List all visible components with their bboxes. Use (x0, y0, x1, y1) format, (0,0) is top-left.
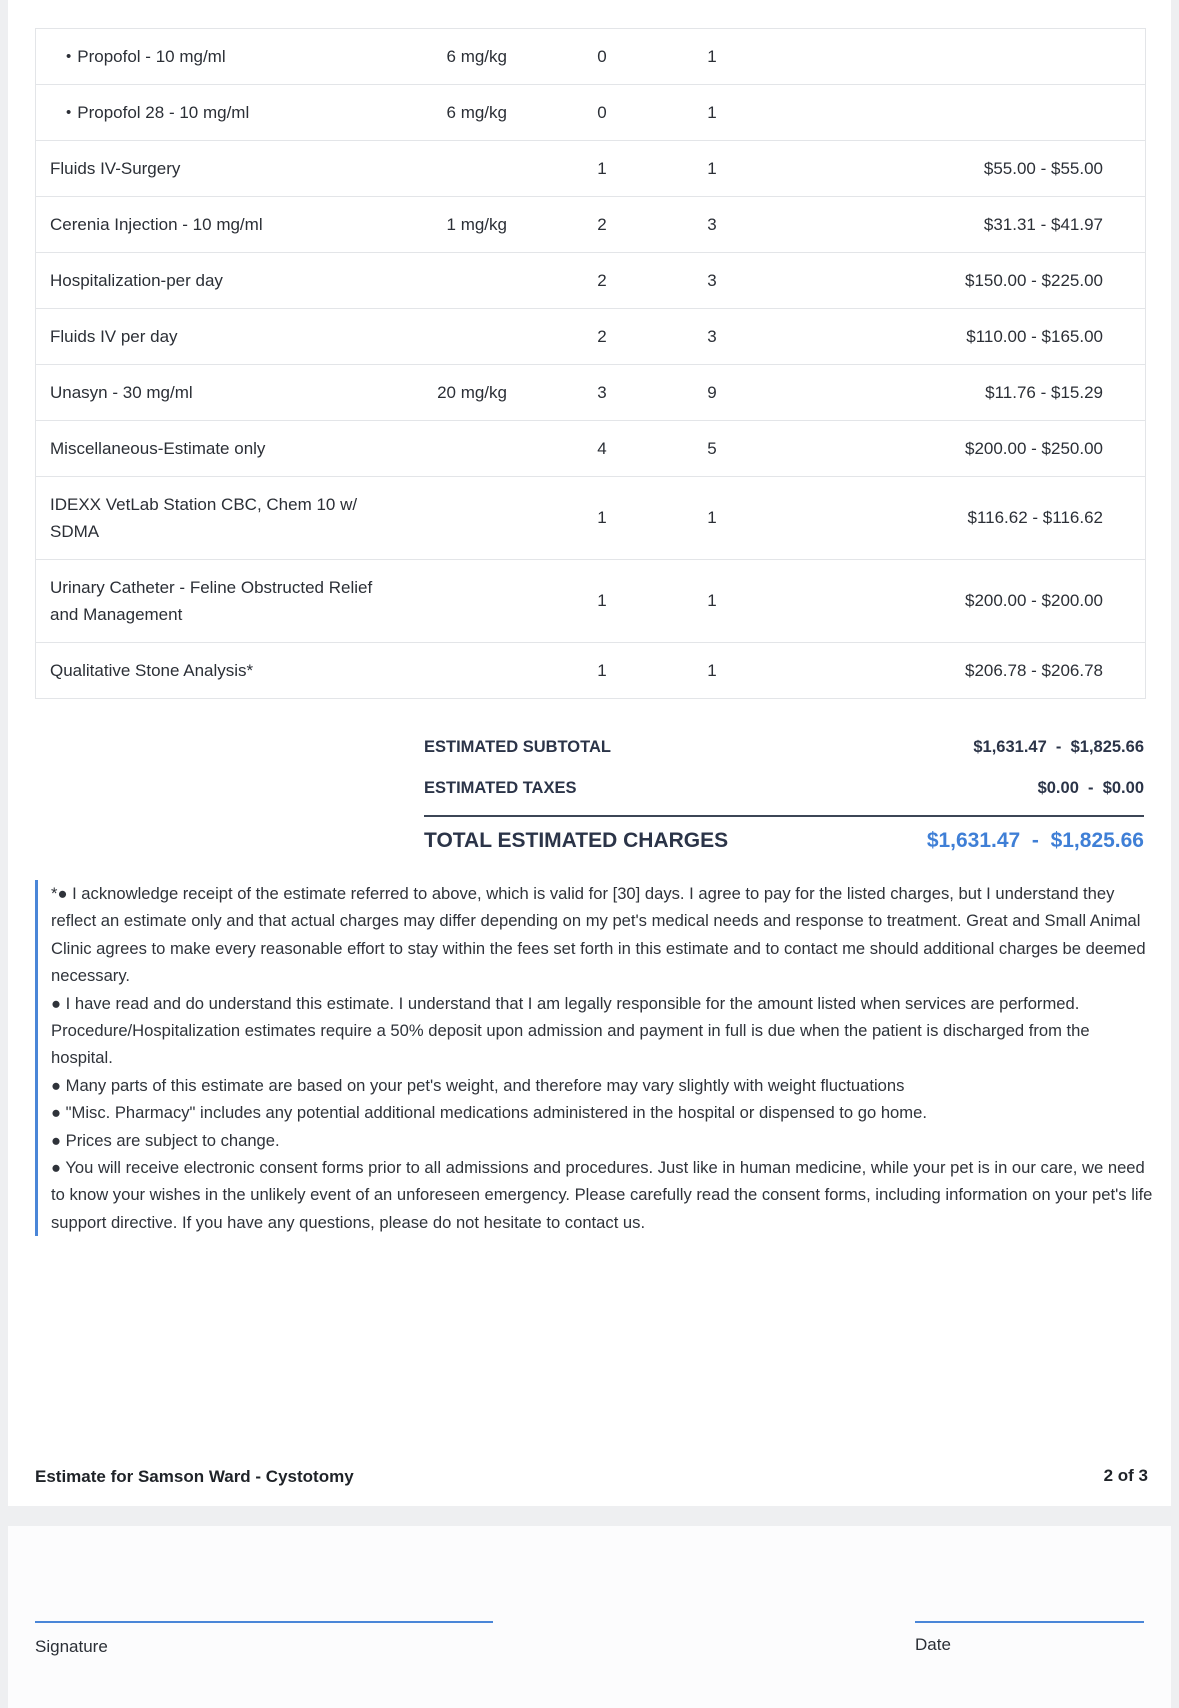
table-row (36, 252, 1145, 308)
item-qty-low: 3 (597, 382, 607, 402)
terms-paragraph: ● Many parts of this estimate are based on your pet's weight, and therefore may vary slightly with weight fluctuations (51, 1075, 905, 1095)
estimate-title: Estimate for Samson Ward - Cystotomy (35, 1467, 354, 1486)
item-qty-high: 1 (707, 158, 717, 178)
subtotal-value: $1,631.47 - $1,825.66 (973, 738, 1144, 756)
item-description: Fluids IV per day (50, 327, 178, 346)
item-qty-low: 1 (597, 158, 607, 178)
table-row (36, 420, 1145, 476)
terms-paragraph: *● I acknowledge receipt of the estimate referred to above, which is valid for [30] days. I agree to pay for the listed charges, but I understand they reflect an estimate only and that actual charges may differ depending on my pet's medical needs and response to treatment. Great and Small Animal Clinic agrees to make every reasonable effort to stay within the fees set forth in this estimate and to contact me should additional charges be deemed (51, 884, 1146, 958)
table-row (36, 559, 1145, 642)
item-dose (376, 309, 507, 364)
total-value: $1,631.47 - $1,825.66 (926, 829, 1144, 852)
item-qty-high: 1 (707, 46, 717, 66)
item-qty-high: 9 (707, 382, 717, 402)
item-description: Urinary Catheter - Feline Obstructed Relief and Management (50, 578, 373, 624)
item-description: Qualitative Stone Analysis* (50, 661, 254, 680)
item-qty-high: 1 (707, 591, 717, 610)
item-qty-high: 3 (707, 270, 717, 290)
item-qty-high: 5 (707, 438, 717, 458)
item-description: IDEXX VetLab Station CBC, Chem 10 w/ SDMA (50, 495, 358, 541)
item-dose (376, 253, 507, 308)
item-qty-high: 3 (707, 326, 717, 346)
item-price-range: $116.62 - $116.62 (967, 508, 1103, 527)
item-qty-high: 1 (707, 508, 717, 527)
item-description: Unasyn - 30 mg/ml (50, 383, 193, 402)
item-dose (376, 477, 507, 559)
item-qty-high: 3 (707, 214, 717, 234)
item-dose: 6 mg/kg (446, 46, 507, 66)
taxes-label: ESTIMATED TAXES (424, 779, 577, 797)
item-qty-low: 2 (597, 326, 607, 346)
item-dose (376, 643, 507, 698)
item-qty-low: 2 (597, 270, 607, 290)
line-items-table (35, 28, 1146, 699)
item-description: Fluids IV-Surgery (50, 159, 181, 178)
table-row (36, 84, 1145, 140)
terms-paragraph: ● I have read and do understand this estimate. I understand that I am legally responsible for the amount listed when services are performed. Procedure/Hospitalization estimates require a 50% deposit upon admission and payment in full is due when the patient is discharged from the hospital. (51, 993, 1090, 1068)
item-dose (376, 560, 507, 642)
item-price-range: $31.31 - $41.97 (983, 214, 1103, 234)
item-qty-high: 1 (707, 660, 717, 680)
item-price-range: $200.00 - $250.00 (964, 438, 1103, 458)
signature-page (8, 1526, 1171, 1708)
item-qty-high: 1 (707, 102, 717, 122)
table-row (36, 308, 1145, 364)
item-qty-low: 1 (597, 660, 607, 680)
item-price-range: $11.76 - $15.29 (985, 382, 1103, 402)
signature-line[interactable] (35, 1621, 493, 1623)
item-qty-low: 1 (597, 591, 607, 610)
date-label: Date (915, 1635, 951, 1654)
summary-divider (424, 815, 1144, 817)
table-row (36, 476, 1145, 559)
item-price-range: $206.78 - $206.78 (964, 660, 1103, 680)
item-dose (376, 141, 507, 196)
table-row (36, 196, 1145, 252)
item-qty-low: 1 (597, 508, 607, 527)
item-description: Hospitalization-per day (50, 271, 223, 290)
terms-paragraph: necessary. (51, 966, 131, 986)
total-label: TOTAL ESTIMATED CHARGES (424, 829, 729, 852)
terms-paragraph: ● You will receive electronic consent forms prior to all admissions and procedures. Just like in human medicine, while your pet is in our care, we need to know your wishes in the unlikely event of an unforeseen emergency. Please carefully read the consent forms, including information on your pet's life support directive. If you have any questions, please do not hesitate to contact us. (51, 1158, 1153, 1232)
item-price-range: $150.00 - $225.00 (964, 270, 1103, 290)
item-description: • Propofol - 10 mg/ml (66, 29, 396, 84)
item-price-range: $200.00 - $200.00 (964, 591, 1103, 610)
item-description: Cerenia Injection - 10 mg/ml (50, 215, 263, 234)
terms-block (35, 880, 1156, 1236)
taxes-value: $0.00 - $0.00 (1037, 779, 1144, 797)
item-qty-low: 2 (597, 214, 607, 234)
terms-paragraph: ● "Misc. Pharmacy" includes any potential additional medications administered in the hospital or dispensed to go home. (51, 1103, 927, 1123)
table-row (36, 140, 1145, 196)
signature-label: Signature (35, 1637, 108, 1656)
table-row (36, 28, 1145, 84)
table-row (36, 642, 1145, 699)
date-line[interactable] (915, 1621, 1144, 1623)
item-description: • Propofol 28 - 10 mg/ml (66, 85, 396, 140)
item-dose: 6 mg/kg (446, 102, 507, 122)
table-row (36, 364, 1145, 420)
page-number: 2 of 3 (1103, 1466, 1148, 1485)
item-dose: 1 mg/kg (446, 214, 507, 234)
item-dose: 20 mg/kg (437, 382, 507, 402)
item-price-range: $55.00 - $55.00 (983, 158, 1103, 178)
item-qty-low: 4 (597, 438, 607, 458)
item-qty-low: 0 (597, 46, 607, 66)
item-dose (376, 421, 507, 476)
terms-paragraph: ● Prices are subject to change. (51, 1130, 280, 1150)
item-qty-low: 0 (597, 102, 607, 122)
estimate-page (8, 0, 1171, 1506)
item-description: Miscellaneous-Estimate only (50, 439, 266, 458)
subtotal-label: ESTIMATED SUBTOTAL (424, 738, 611, 756)
item-price-range: $110.00 - $165.00 (966, 326, 1103, 346)
